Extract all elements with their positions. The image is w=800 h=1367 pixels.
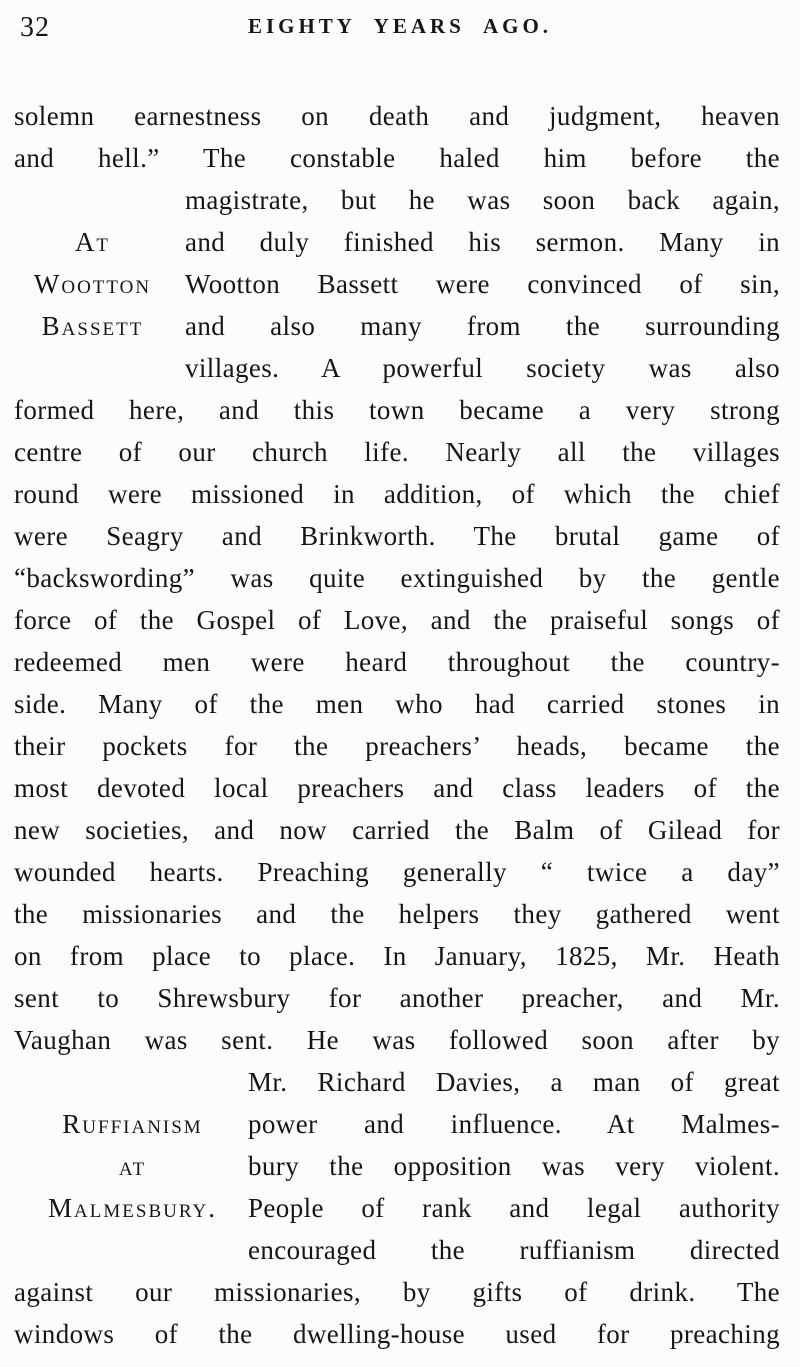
body-line: were Seagry and Brinkworth. The brutal game of [14,521,780,551]
body-line: against our missionaries, by gifts of drink. The [14,1277,780,1307]
body-line: most devoted local preachers and class leaders of the [14,773,780,803]
body-line: and also many from the surrounding [185,311,780,341]
body-line: the missionaries and the helpers they gathered went [14,899,780,929]
body-line: magistrate, but he was soon back again, [185,185,780,215]
page-number: 32 [20,12,50,43]
body-line: bury the opposition was very violent. [248,1151,780,1181]
body-line: force of the Gospel of Love, and the praiseful songs of [14,605,780,635]
body-line: their pockets for the preachers’ heads, became the [14,731,780,761]
body-line: solemn earnestness on death and judgment, heaven [14,101,780,131]
body-line: redeemed men were heard throughout the country- [14,647,780,677]
body-line: “backswording” was quite extinguished by the gentle [14,563,780,593]
body-line: villages. A powerful society was also [185,353,780,383]
body-line: Wootton Bassett were convinced of sin, [185,269,780,299]
margin-note-at-wootton: At [74,227,111,257]
body-line: Vaughan was sent. He was followed soon after by [14,1025,780,1055]
margin-note-malmesbury: Malmesbury. [48,1193,217,1223]
body-line: centre of our church life. Nearly all the villages [14,437,780,467]
body-line: round were missioned in addition, of which the chief [14,479,780,509]
body-line: People of rank and legal authority [248,1193,780,1223]
body-line: sent to Shrewsbury for another preacher, and Mr. [14,983,780,1013]
body-line: new societies, and now carried the Balm of Gilead for [14,815,780,845]
body-line: encouraged the ruffianism directed [248,1235,780,1265]
body-line: power and influence. At Malmes- [248,1109,780,1139]
body-line: and hell.” The constable haled him before the [14,143,780,173]
running-header: EIGHTY YEARS AGO. [247,14,553,38]
body-line: and duly finished his sermon. Many in [185,227,780,257]
body-line: formed here, and this town became a very strong [14,395,780,425]
body-line: side. Many of the men who had carried stones in [14,689,780,719]
body-line: windows of the dwelling-house used for preaching [14,1319,780,1349]
margin-note-ruffianism: Ruffianism [62,1109,203,1139]
body-line: wounded hearts. Preaching generally “ twice a day” [14,857,780,887]
margin-note-wootton: Wootton [33,269,152,299]
body-line: Mr. Richard Davies, a man of great [248,1067,780,1097]
margin-note-at-malmesbury: at [118,1151,147,1181]
margin-note-bassett: Bassett [41,311,144,341]
body-line: on from place to place. In January, 1825, Mr. Heath [14,941,780,971]
